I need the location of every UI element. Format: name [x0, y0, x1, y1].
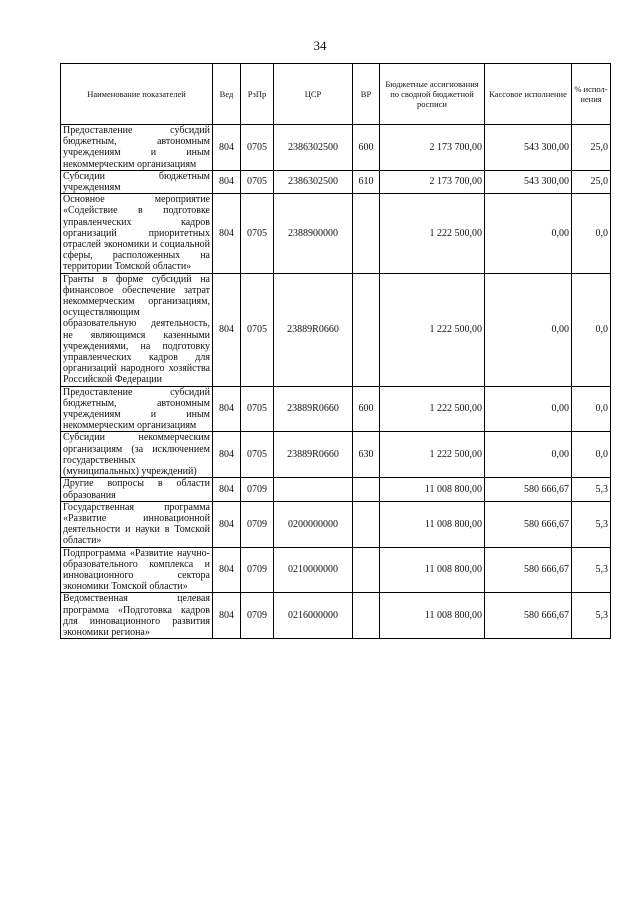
- row-percent: 0,0: [572, 386, 611, 432]
- row-rzpr: 0705: [241, 125, 274, 171]
- row-name: Подпрограмма «Развитие научно-образовательного комплекса и инновационного сектора экономики Томской области»: [61, 547, 213, 593]
- row-csr: 23889R0660: [274, 273, 353, 386]
- row-name: Предоставление субсидий бюджетным, автономным учреждениям и иным некоммерческим организациям: [61, 386, 213, 432]
- table-row: [61, 432, 611, 478]
- header-ved: Вед: [213, 64, 241, 125]
- row-ved: 804: [213, 593, 241, 639]
- page-number: 34: [313, 38, 327, 53]
- row-name: Субсидии бюджетным учреждениям: [61, 170, 213, 193]
- row-assignments: 2 173 700,00: [380, 170, 485, 193]
- row-vr: 630: [353, 432, 380, 478]
- row-percent: 25,0: [572, 125, 611, 171]
- table-row: [61, 386, 611, 432]
- table-row: [61, 593, 611, 639]
- table-row: [61, 501, 611, 547]
- row-rzpr: 0709: [241, 501, 274, 547]
- row-ved: 804: [213, 547, 241, 593]
- row-ved: 804: [213, 125, 241, 171]
- row-csr: 2388900000: [274, 194, 353, 273]
- row-percent: 25,0: [572, 170, 611, 193]
- row-percent: 5,3: [572, 547, 611, 593]
- row-rzpr: 0709: [241, 478, 274, 501]
- row-assignments: 11 008 800,00: [380, 501, 485, 547]
- row-percent: 0,0: [572, 432, 611, 478]
- row-csr: [274, 478, 353, 501]
- table-row: [61, 273, 611, 386]
- header-csr: ЦСР: [274, 64, 353, 125]
- row-ved: 804: [213, 478, 241, 501]
- row-cash: 580 666,67: [485, 593, 572, 639]
- row-cash: 0,00: [485, 194, 572, 273]
- row-assignments: 1 222 500,00: [380, 432, 485, 478]
- row-assignments: 11 008 800,00: [380, 593, 485, 639]
- table-row: [61, 547, 611, 593]
- row-ved: 804: [213, 432, 241, 478]
- row-name: Ведомственная целевая программа «Подготовка кадров для инновационного развития экономики региона»: [61, 593, 213, 639]
- header-percent: % испол-нения: [572, 64, 611, 125]
- row-name: Гранты в форме субсидий на финансовое обеспечение затрат некоммерческим организациям, осуществляющим образовательную деятельность, не являющимся казенными учреждениями, на подготовку управленческих кадров для организаций народного хозяйства Российской Федерации: [61, 273, 213, 386]
- row-name: Предоставление субсидий бюджетным, автономным учреждениям и иным некоммерческим организациям: [61, 125, 213, 171]
- header-cash-execution: Кассовое исполнение: [485, 64, 572, 125]
- row-name: Субсидии некоммерческим организациям (за исключением государственных (муниципальных) учреждений): [61, 432, 213, 478]
- row-percent: 5,3: [572, 593, 611, 639]
- row-vr: 610: [353, 170, 380, 193]
- row-rzpr: 0705: [241, 273, 274, 386]
- header-vr: ВР: [353, 64, 380, 125]
- row-csr: 2386302500: [274, 170, 353, 193]
- row-vr: [353, 547, 380, 593]
- row-ved: 804: [213, 170, 241, 193]
- row-ved: 804: [213, 194, 241, 273]
- table-row: [61, 194, 611, 273]
- row-assignments: 11 008 800,00: [380, 478, 485, 501]
- row-vr: [353, 273, 380, 386]
- row-cash: 580 666,67: [485, 547, 572, 593]
- row-cash: 580 666,67: [485, 478, 572, 501]
- row-vr: 600: [353, 386, 380, 432]
- row-vr: [353, 478, 380, 501]
- row-csr: 2386302500: [274, 125, 353, 171]
- table-row: [61, 478, 611, 501]
- row-percent: 5,3: [572, 478, 611, 501]
- row-name: Основное мероприятие «Содействие в подготовке управленческих кадров организаций приоритетных отраслей экономики и социальной сферы, расположенных на территории Томской области»: [61, 194, 213, 273]
- row-rzpr: 0705: [241, 432, 274, 478]
- header-rzpr: РзПр: [241, 64, 274, 125]
- row-percent: 0,0: [572, 273, 611, 386]
- row-rzpr: 0709: [241, 593, 274, 639]
- row-cash: 543 300,00: [485, 170, 572, 193]
- row-csr: 23889R0660: [274, 386, 353, 432]
- row-csr: 0210000000: [274, 547, 353, 593]
- row-rzpr: 0709: [241, 547, 274, 593]
- row-vr: 600: [353, 125, 380, 171]
- row-percent: 0,0: [572, 194, 611, 273]
- row-vr: [353, 194, 380, 273]
- header-name: Наименование показателей: [61, 64, 213, 125]
- row-assignments: 1 222 500,00: [380, 273, 485, 386]
- header-row: [61, 64, 611, 125]
- row-ved: 804: [213, 501, 241, 547]
- row-vr: [353, 593, 380, 639]
- row-cash: 543 300,00: [485, 125, 572, 171]
- row-vr: [353, 501, 380, 547]
- row-assignments: 2 173 700,00: [380, 125, 485, 171]
- row-assignments: 1 222 500,00: [380, 194, 485, 273]
- row-csr: 0200000000: [274, 501, 353, 547]
- row-percent: 5,3: [572, 501, 611, 547]
- row-name: Государственная программа «Развитие инновационной деятельности и науки в Томской области»: [61, 501, 213, 547]
- row-cash: 0,00: [485, 386, 572, 432]
- row-csr: 23889R0660: [274, 432, 353, 478]
- row-cash: 0,00: [485, 432, 572, 478]
- table-row: [61, 125, 611, 171]
- table-row: [61, 170, 611, 193]
- row-rzpr: 0705: [241, 170, 274, 193]
- row-ved: 804: [213, 386, 241, 432]
- row-rzpr: 0705: [241, 194, 274, 273]
- row-assignments: 11 008 800,00: [380, 547, 485, 593]
- row-assignments: 1 222 500,00: [380, 386, 485, 432]
- row-cash: 0,00: [485, 273, 572, 386]
- row-ved: 804: [213, 273, 241, 386]
- row-name: Другие вопросы в области образования: [61, 478, 213, 501]
- budget-table: [60, 63, 611, 639]
- row-cash: 580 666,67: [485, 501, 572, 547]
- row-csr: 0216000000: [274, 593, 353, 639]
- row-rzpr: 0705: [241, 386, 274, 432]
- header-assignments: Бюджетные ассигнования по сводной бюджетной росписи: [380, 64, 485, 125]
